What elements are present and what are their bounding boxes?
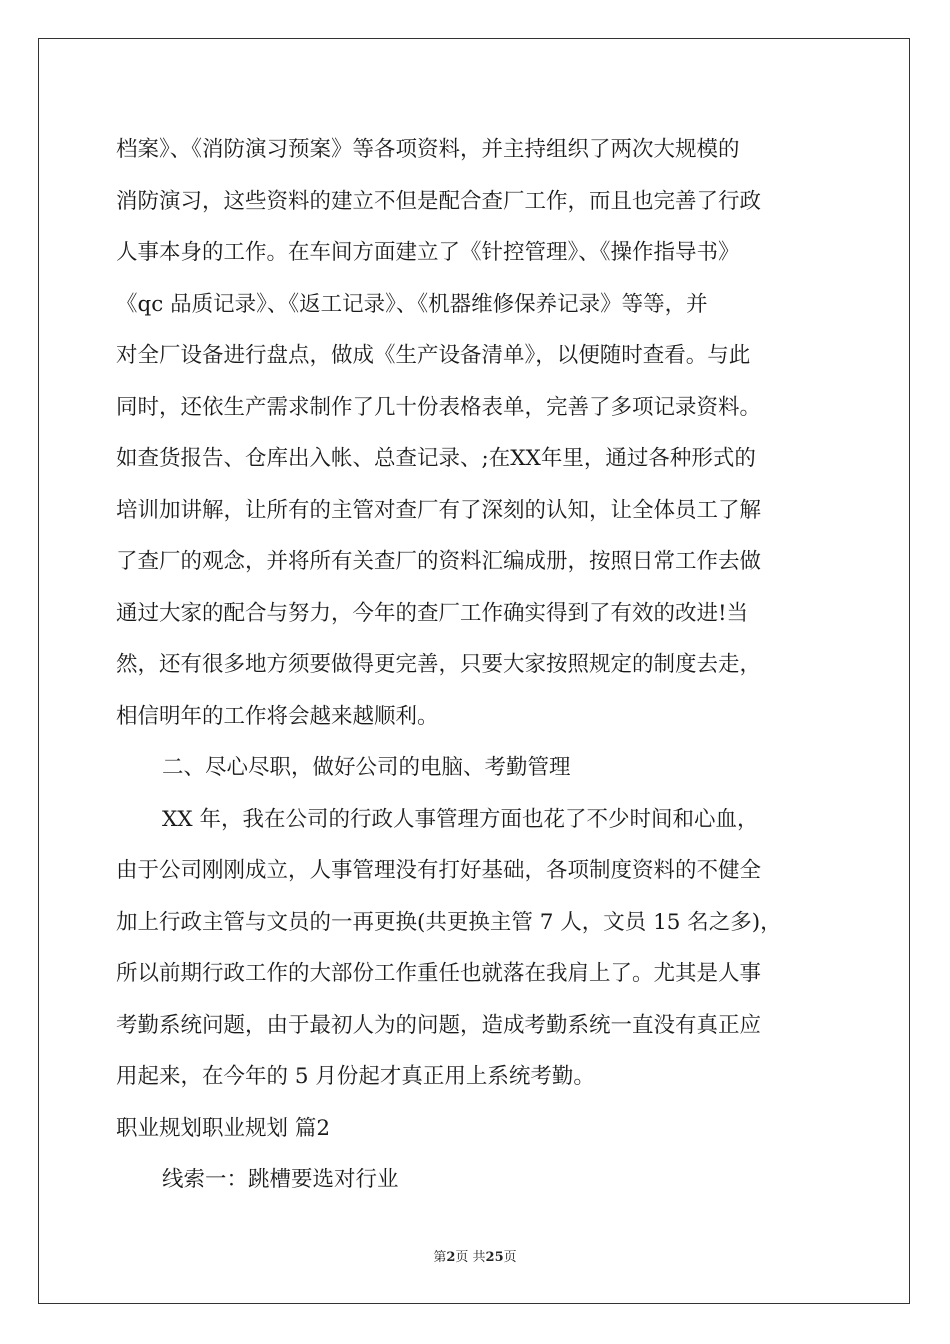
footer-prefix: 第 [433,1250,447,1265]
document-body [116,127,836,1209]
text-line: 所以前期行政工作的大部份工作重任也就落在我肩上了。尤其是人事 [116,961,762,986]
text-line: 消防演习，这些资料的建立不但是配合查厂工作，而且也完善了行政 [116,188,762,214]
page-footer [0,1246,950,1265]
text-line: 由于公司刚刚成立，人事管理没有打好基础，各项制度资料的不健全 [116,858,762,883]
text-line: 相信明年的工作将会越来越顺利。 [116,703,439,729]
text-line: 档案》、《消防演习预案》等各项资料，并主持组织了两次大规模的 [116,137,740,162]
footer-suffix: 页 [503,1250,517,1265]
text-line: 用起来，在今年的 5 月份起才真正用上系统考勤。 [116,1064,595,1089]
text-line: 人事本身的工作。在车间方面建立了《针控管理》、《操作指导书》 [116,240,740,265]
text-line: XX 年，我在公司的行政人事管理方面也花了不少时间和心血， [162,806,759,832]
text-line: 对全厂设备进行盘点，做成《生产设备清单》，以便随时查看。与此 [116,343,751,368]
article-title: 职业规划职业规划 篇2 [116,1115,331,1141]
text-line: 加上行政主管与文员的一再更换(共更换主管 7 人，文员 15 名之多)， [116,909,782,935]
footer-mid: 页 共 [455,1250,486,1265]
text-line: 如查货报告、仓库出入帐、总查记录、;在XX年里，通过各种形式的 [116,446,756,471]
text-line: 培训加讲解，让所有的主管对查厂有了深刻的认知，让全体员工了解 [116,497,762,523]
text-line: 《qc 品质记录》、《返工记录》、《机器维修保养记录》等等，并 [116,291,708,317]
section-heading: 二、尽心尽职，做好公司的电脑、考勤管理 [162,755,571,780]
text-line: 了查厂的观念，并将所有关查厂的资料汇编成册，按照日常工作去做 [116,549,762,574]
text-line: 通过大家的配合与努力，今年的查厂工作确实得到了有效的改进!当 [116,600,749,626]
text-line: 然，还有很多地方须要做得更完善，只要大家按照规定的制度去走， [116,652,762,677]
footer-total-pages: 25 [485,1250,504,1265]
text-line: 考勤系统问题，由于最初人为的问题，造成考勤系统一直没有真正应 [116,1012,762,1038]
footer-page-number: 2 [446,1250,456,1265]
text-line: 同时，还依生产需求制作了几十份表格表单，完善了多项记录资料。 [116,394,762,420]
clue-line: 线索一：跳槽要选对行业 [162,1167,399,1192]
